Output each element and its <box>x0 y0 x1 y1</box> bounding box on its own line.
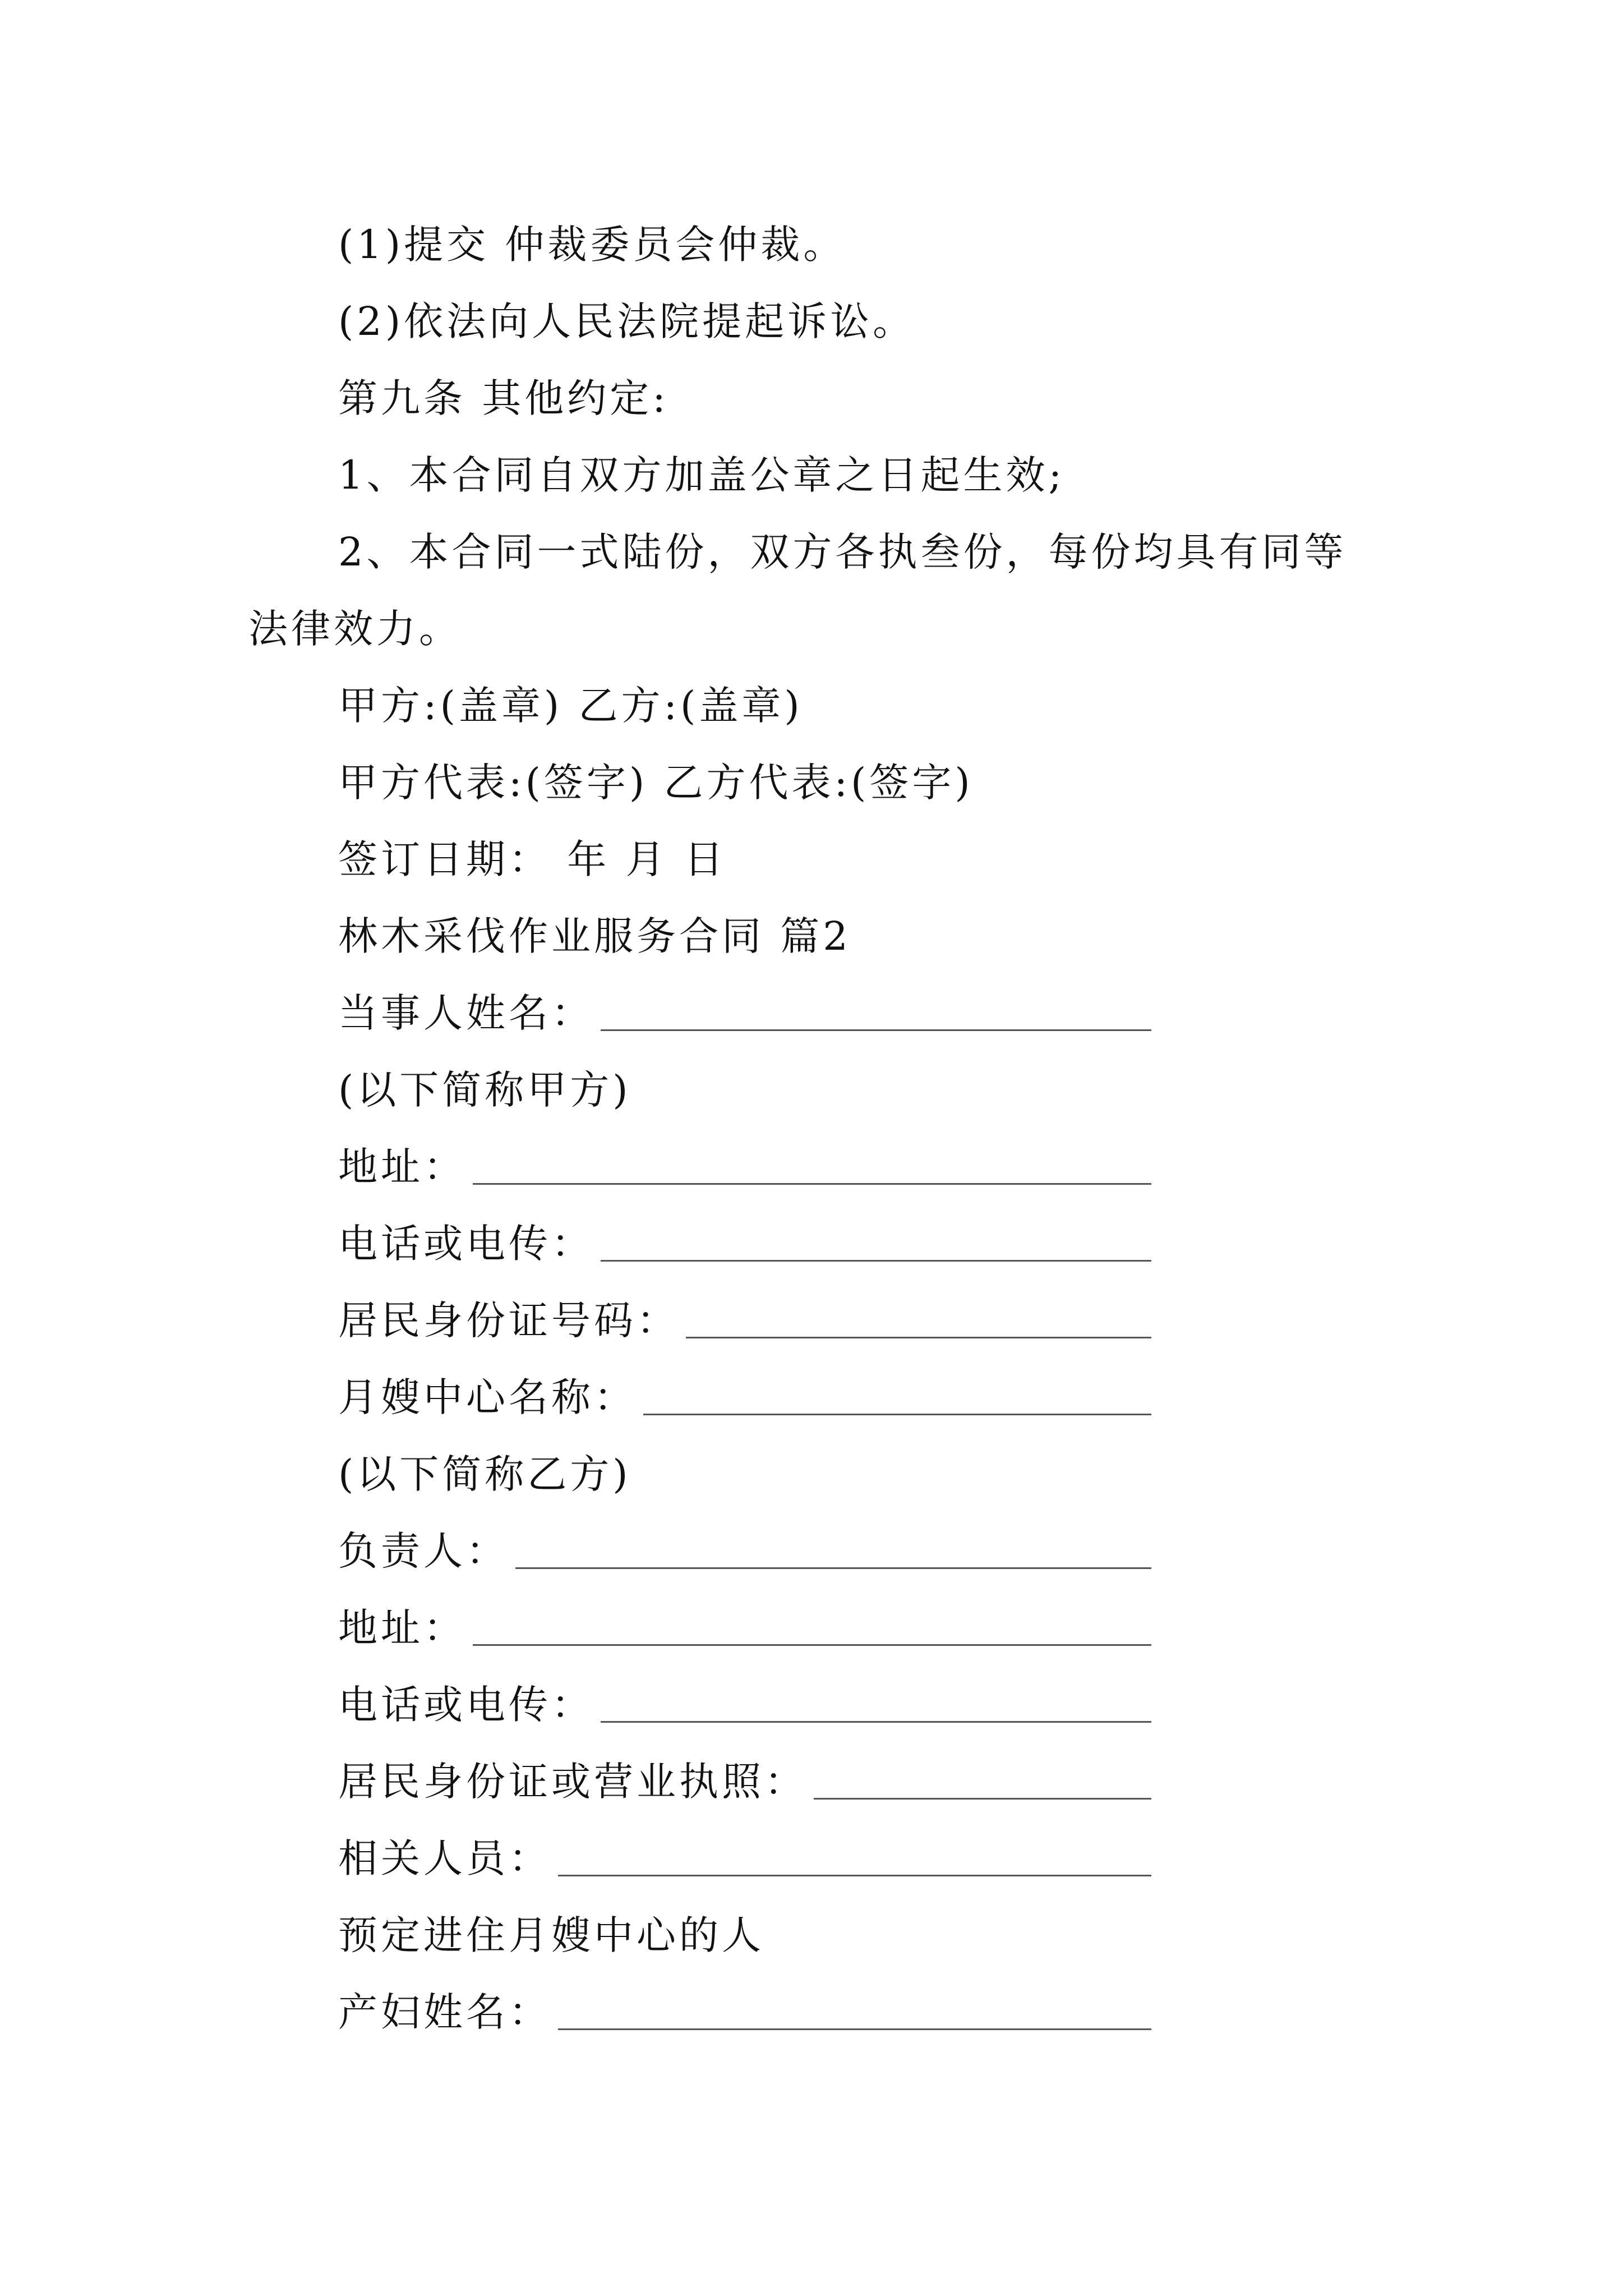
id-or-license-field <box>338 1754 1151 1810</box>
mother-name-blank[interactable] <box>558 1994 1151 2030</box>
clause-arbitration: (1)提交 仲裁委员会仲裁。 <box>338 222 846 268</box>
person-in-charge-blank[interactable] <box>515 1533 1151 1569</box>
phone-b-label: 电话或电传： <box>338 1682 594 1728</box>
party-name-blank[interactable] <box>601 995 1151 1031</box>
party-name-field <box>338 985 1151 1041</box>
party-name-label: 当事人姓名： <box>338 990 594 1036</box>
related-persons-field <box>338 1830 1151 1887</box>
center-name-blank[interactable] <box>643 1379 1151 1415</box>
party-a-note: (以下简称甲方) <box>338 1067 631 1113</box>
signature-representative-line: 甲方代表:(签字) 乙方代表:(签字) <box>338 760 974 806</box>
article-nine-heading: 第九条 其他约定: <box>338 375 669 421</box>
signature-seal-line: 甲方:(盖章) 乙方:(盖章) <box>338 683 803 729</box>
related-persons-label: 相关人员： <box>338 1835 551 1881</box>
id-number-label: 居民身份证号码： <box>338 1297 679 1343</box>
id-or-license-label: 居民身份证或营业执照： <box>338 1759 807 1805</box>
id-or-license-blank[interactable] <box>814 1763 1151 1800</box>
phone-a-field <box>338 1216 1151 1272</box>
contract-title: 林木采伐作业服务合同 篇2 <box>338 913 851 959</box>
party-b-note: (以下简称乙方) <box>338 1451 631 1497</box>
address-b-field <box>338 1600 1151 1656</box>
address-a-label: 地址： <box>338 1144 466 1190</box>
id-number-blank[interactable] <box>686 1302 1151 1338</box>
person-in-charge-field <box>338 1523 1151 1579</box>
clause-copies: 2、本合同一式陆份，双方各执叁份，每份均具有同等 <box>338 529 1347 575</box>
clause-copies-continued: 法律效力。 <box>248 606 462 652</box>
intended-resident-note: 预定进住月嫂中心的人 <box>338 1912 764 1958</box>
mother-name-field <box>338 1984 1151 2040</box>
phone-a-blank[interactable] <box>601 1225 1151 1262</box>
id-number-field <box>338 1292 1151 1349</box>
person-in-charge-label: 负责人： <box>338 1528 509 1574</box>
clause-effective: 1、本合同自双方加盖公章之日起生效; <box>338 452 1066 498</box>
address-a-blank[interactable] <box>473 1148 1151 1185</box>
clause-litigation: (2)依法向人民法院提起诉讼。 <box>338 298 916 344</box>
mother-name-label: 产妇姓名： <box>338 1989 551 2035</box>
address-b-blank[interactable] <box>473 1609 1151 1646</box>
address-a-field <box>338 1139 1151 1195</box>
signing-date-line: 签订日期： 年 月 日 <box>338 836 727 882</box>
related-persons-blank[interactable] <box>558 1840 1151 1876</box>
center-name-label: 月嫂中心名称： <box>338 1374 637 1420</box>
phone-b-field <box>338 1677 1151 1733</box>
address-b-label: 地址： <box>338 1605 466 1651</box>
phone-a-label: 电话或电传： <box>338 1221 594 1267</box>
phone-b-blank[interactable] <box>601 1686 1151 1723</box>
center-name-field <box>338 1369 1151 1425</box>
